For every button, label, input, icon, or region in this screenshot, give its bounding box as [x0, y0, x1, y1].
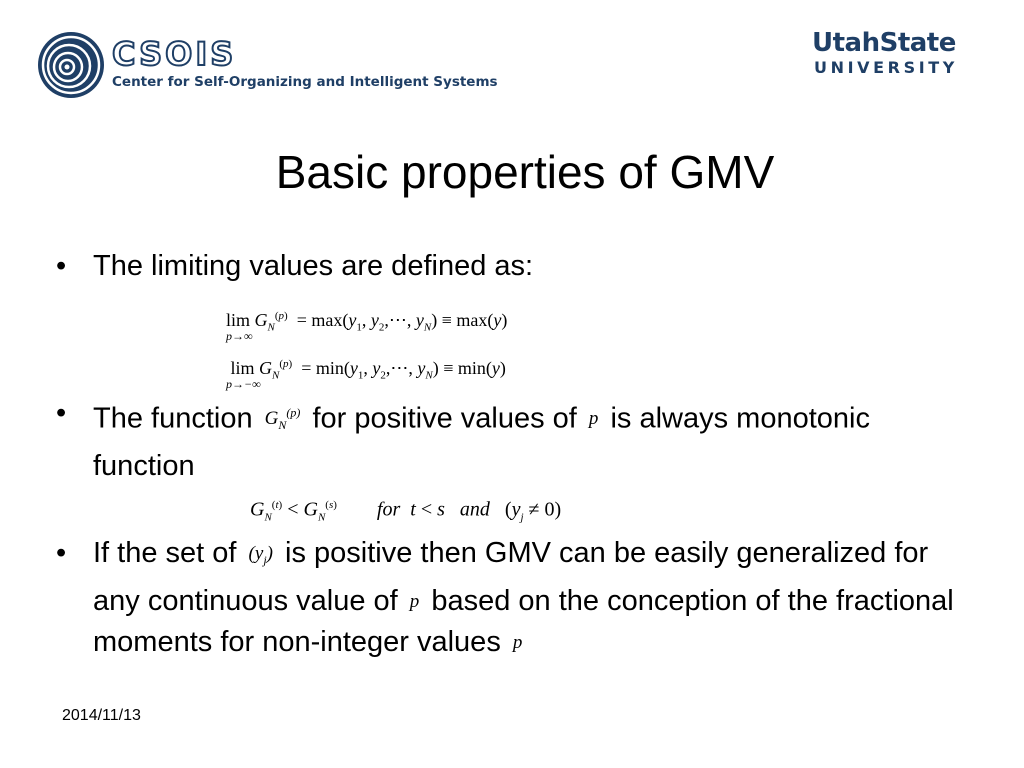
bullet-dot: •: [56, 250, 67, 282]
csois-logo-tagline: Center for Self-Organizing and Intelligent Systems: [112, 74, 498, 90]
math-p: p: [588, 408, 599, 430]
slide-title: Basic properties of GMV: [275, 146, 775, 198]
formula-monotonic: $G_N^{(t)} < G_N^{(s)}$ for t < s and $(y_j \ne 0)$: [250, 498, 562, 524]
math-gnp: $G_N^{(p)}$: [264, 406, 301, 433]
bullet-dot: •: [56, 537, 67, 569]
bullet-3-text-before: If the set of: [93, 537, 237, 569]
bullet-1: [56, 246, 956, 287]
bullet-2-text-mid: for positive values of: [312, 402, 577, 435]
bullet-2-text-before: The function: [93, 402, 253, 435]
formula-limit-max: lim p→∞ $G_N^{(p)} = \max(y_1$, $y_2,\cdots$, $y_N) \equiv \max(y)$: [226, 310, 508, 343]
bullet-2: [56, 393, 956, 487]
math-p: p: [409, 590, 420, 612]
usu-logo-top: UtahState: [812, 28, 956, 58]
bullet-2-text-after: is always monotonic function: [93, 402, 870, 483]
bullet-3: [56, 533, 956, 663]
math-p: p: [512, 631, 523, 653]
csois-swirl-icon: [36, 30, 106, 100]
csois-logo-word: CSOIS: [112, 35, 237, 73]
footer-date: 2014/11/13: [62, 707, 141, 724]
csois-logo: [36, 30, 498, 100]
bullet-dot: •: [56, 397, 67, 429]
bullet-3-text-mid: is positive then GMV can be easily generalized for any continuous value of: [93, 537, 929, 617]
math-yj: $(y_j)$: [248, 543, 273, 567]
usu-logo-bottom: UNIVERSITY: [814, 58, 958, 77]
formula-limit-min: lim p→−∞ $G_N^{(p)} = \min(y_1$, $y_2,\cdots$, $y_N) \equiv \min(y)$: [226, 358, 506, 391]
bullet-1-text: The limiting values are defined as:: [93, 250, 534, 282]
usu-logo: [812, 28, 982, 84]
bullet-3-text-mid2: based on the conception of the fractional moments for non-integer values: [93, 584, 954, 658]
